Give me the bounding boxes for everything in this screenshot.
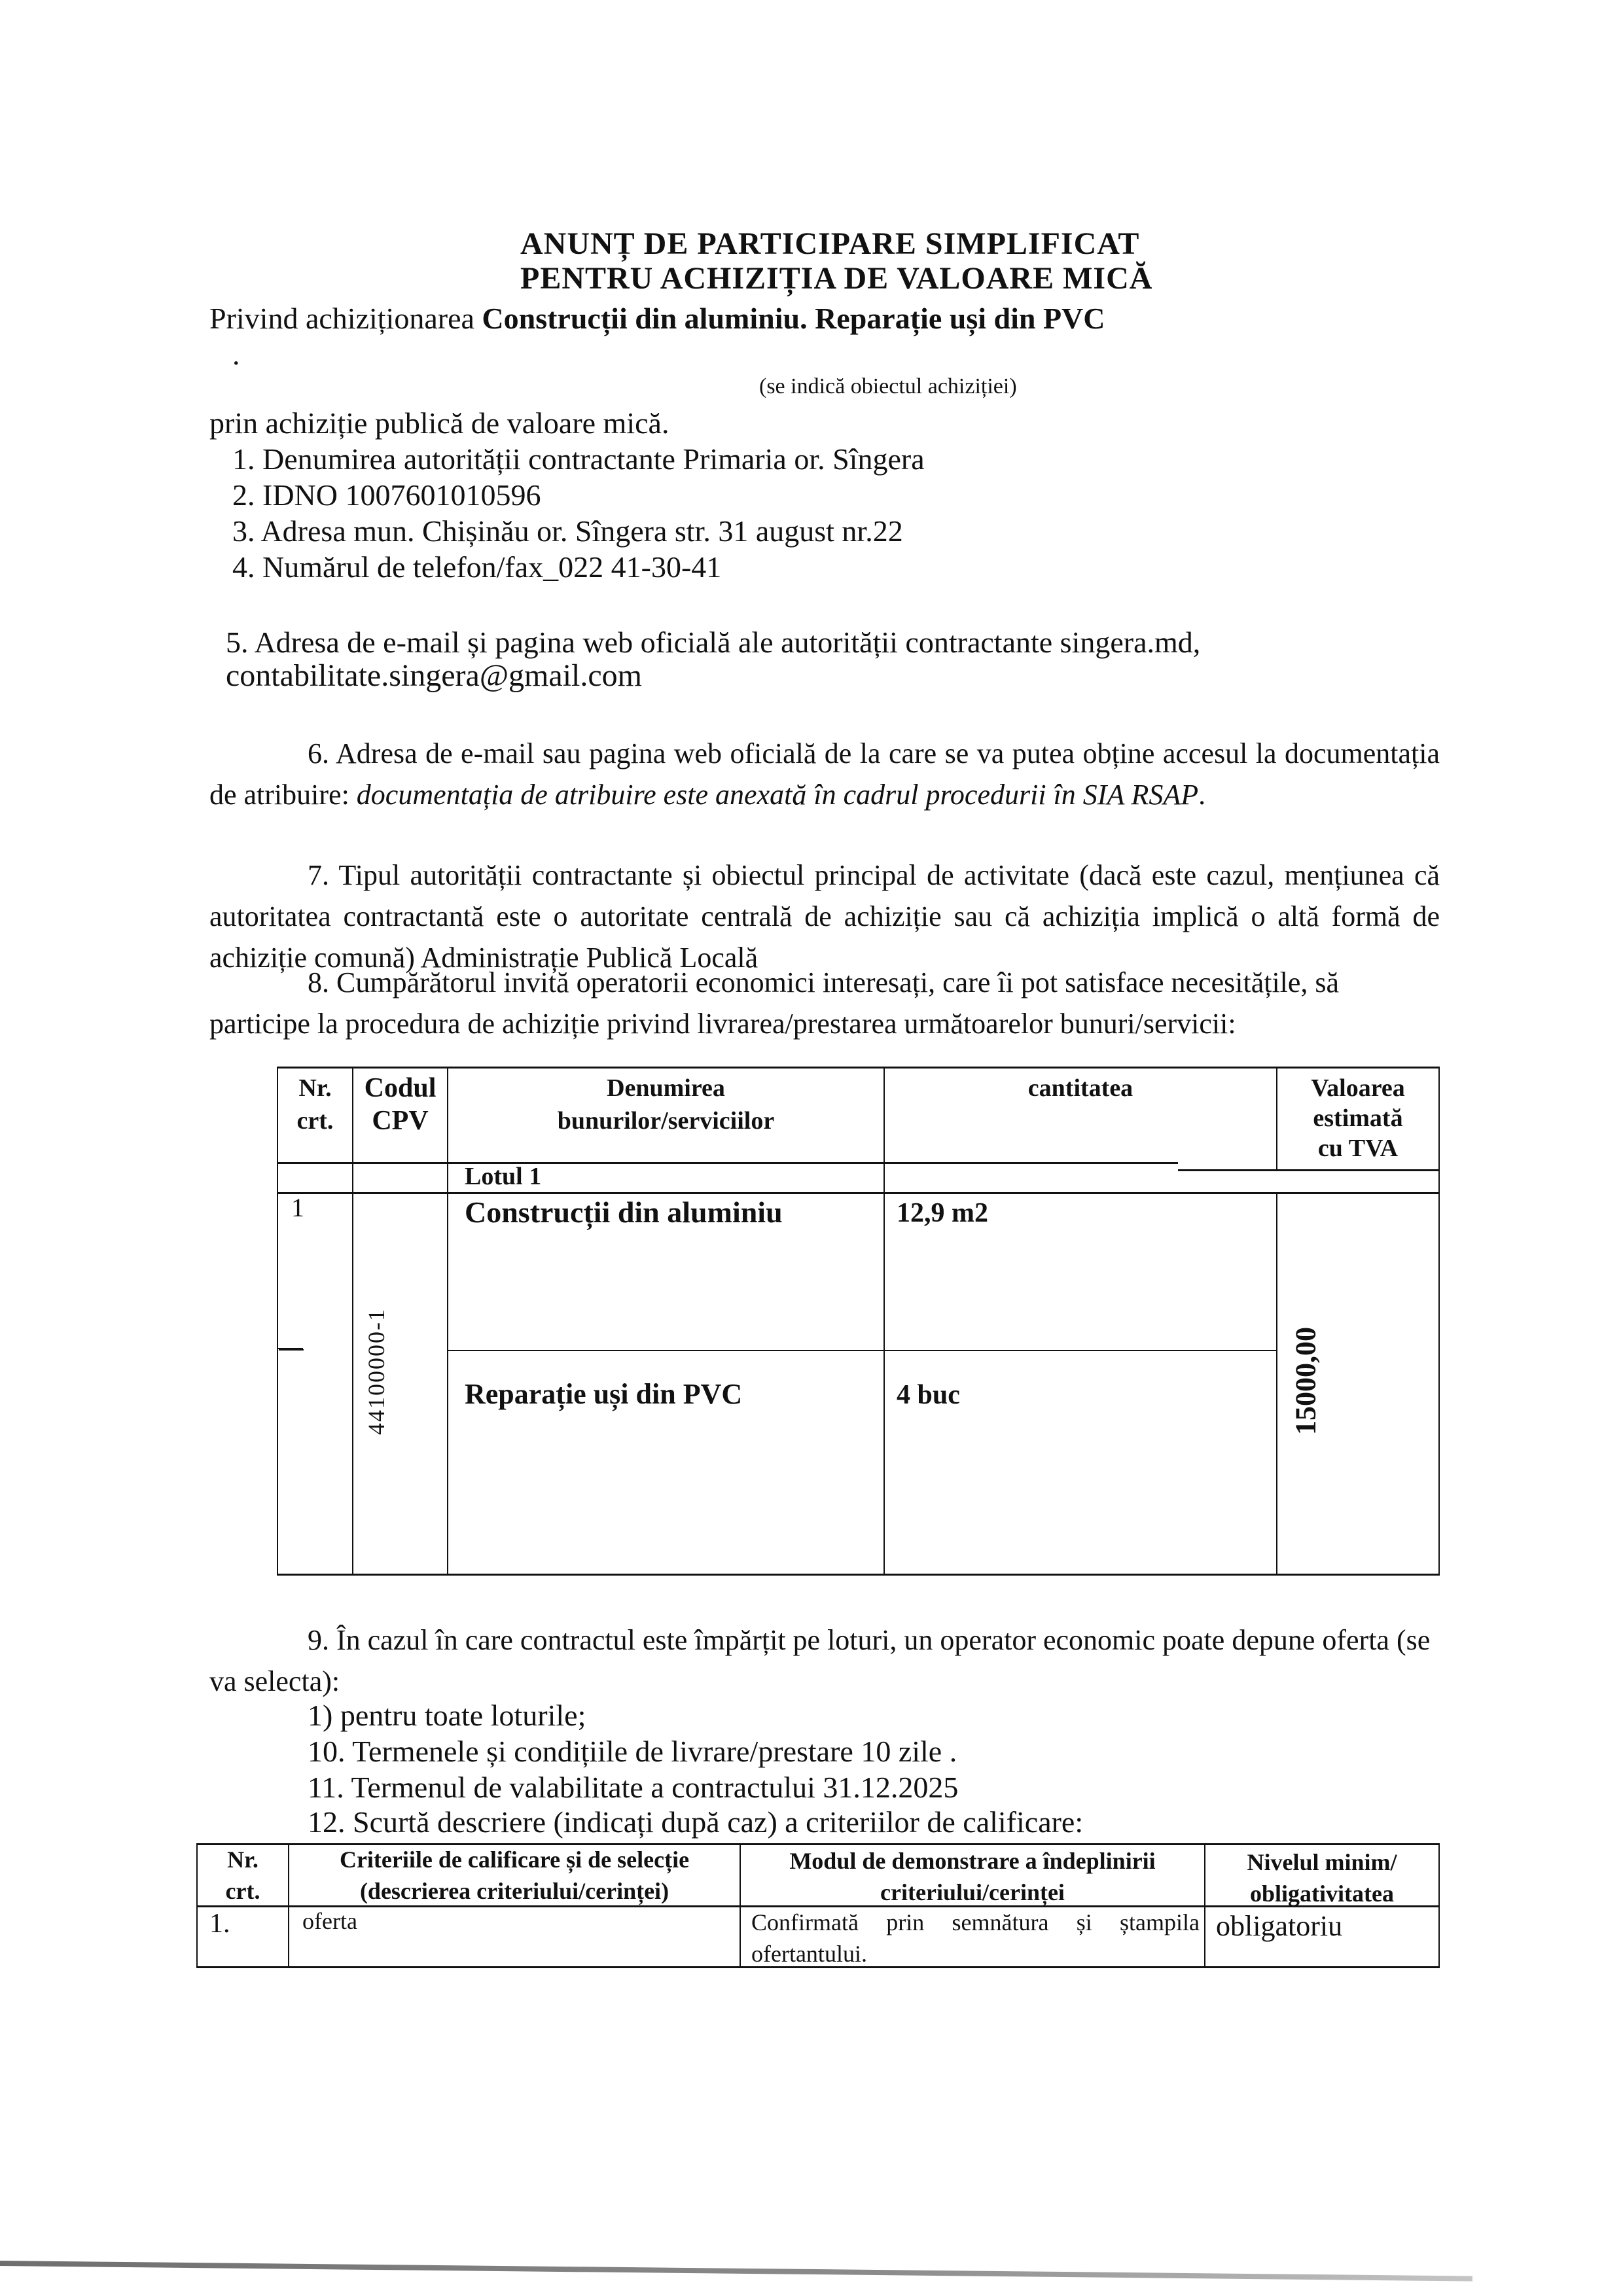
row-2-name: Reparație uși din PVC	[465, 1378, 743, 1410]
criteria-header-criteria-line1: Criteriile de calificare și de selecție	[339, 1846, 690, 1873]
cpv-code: 44100000-1	[363, 1308, 389, 1435]
item-2-idno: 2. IDNO 1007601010596	[232, 478, 541, 512]
item-9-option: 1) pentru toate loturile;	[308, 1699, 586, 1732]
item-10-delivery-terms: 10. Termenele și condițiile de livrare/prestare 10 zile .	[308, 1735, 957, 1768]
item-8-invitation: 8. Cumpărătorul invită operatorii economici interesați, care îi pot satisface necesitățile, să participe la procedura de achiziție privind livrarea/prestarea următoarelor bunuri/servicii:	[209, 966, 1340, 1040]
criteria-header-criteria	[289, 1844, 740, 1907]
header-name-line2: bunurilor/serviciilor	[557, 1107, 775, 1135]
criteria-header-nr-line2: crt.	[225, 1878, 260, 1904]
object-line	[209, 301, 1105, 336]
criteria-row-1-method-line1: Confirmată prin semnătura și ștampila	[751, 1909, 1200, 1935]
criteria-header-level	[1205, 1846, 1438, 1909]
header-cpv-line2: CPV	[372, 1106, 429, 1136]
lot-label: Lotul 1	[465, 1163, 542, 1190]
item-12-criteria-description: 12. Scurtă descriere (indicați după caz) a criteriilor de calificare:	[308, 1805, 1084, 1839]
criteria-row-1-level: obligatoriu	[1216, 1910, 1343, 1942]
item-6-text: 6. Adresa de e-mail sau pagina web oficială de la care se va putea obține accesul la documentația de atribuire:	[209, 737, 1440, 811]
header-cpv-line1: Codul	[364, 1073, 437, 1103]
item-11-contract-validity: 11. Termenul de valabilitate a contractului 31.12.2025	[308, 1771, 959, 1804]
header-nr-line2: crt.	[296, 1107, 334, 1135]
item-3-address: 3. Adresa mun. Chișinău or. Sîngera str. 31 august nr.22	[232, 514, 903, 548]
item-5-email-link[interactable]: contabilitate.singera@gmail.com	[226, 658, 642, 693]
document-title-line1: ANUNȚ DE PARTICIPARE SIMPLIFICAT	[520, 226, 1140, 261]
item-1-authority-name: 1. Denumirea autorității contractante Primaria or. Sîngera	[232, 442, 925, 476]
criteria-row-1-criteria: oferta	[302, 1908, 357, 1934]
procedure-type: prin achiziție publică de valoare mică.	[209, 406, 669, 440]
item-5-email-web: 5. Adresa de e-mail și pagina web oficială ale autorității contractante singera.md,	[226, 626, 1201, 659]
criteria-header-level-line2: obligativitatea	[1250, 1881, 1394, 1907]
row-1-nr: 1	[291, 1193, 304, 1222]
header-quantity: cantitatea	[1027, 1074, 1133, 1102]
object-prefix: Privind achiziționarea	[209, 302, 482, 335]
criteria-header-method-line2: criteriului/cerinței	[880, 1879, 1065, 1905]
criteria-header-method	[741, 1845, 1204, 1908]
header-value	[1277, 1073, 1438, 1163]
item-6-documentation-access	[209, 733, 1440, 815]
estimated-value: 15000,00	[1289, 1327, 1322, 1435]
row-1-name: Construcții din aluminiu	[465, 1195, 783, 1229]
criteria-header-level-line1: Nivelul minim/	[1247, 1849, 1397, 1875]
object-hint: (se indică obiectul achiziției)	[759, 374, 1017, 398]
row-1-quantity: 12,9 m2	[897, 1198, 988, 1228]
row-2-quantity: 4 buc	[897, 1380, 960, 1410]
scan-edge-line	[0, 2261, 1472, 2282]
header-value-line3: cu TVA	[1317, 1135, 1399, 1162]
item-7-authority-type: 7. Tipul autorității contractante și obiectul principal de activitate (dacă este cazul, mențiunea că autoritatea contractantă este o autoritate centrală de achiziție sau că achiziția implică o altă formă de achiziție comună) Administrație Publică Locală	[209, 859, 1440, 974]
criteria-header-nr-line1: Nr.	[227, 1846, 259, 1873]
header-nr-line1: Nr.	[298, 1074, 332, 1102]
criteria-header-method-line1: Modul de demonstrare a îndeplinirii	[789, 1848, 1156, 1874]
criteria-header-nr	[198, 1844, 288, 1907]
item-4-phone: 4. Numărul de telefon/fax_022 41-30-41	[232, 550, 722, 584]
criteria-row-1-method	[751, 1907, 1200, 1969]
document-title-line2: PENTRU ACHIZIȚIA DE VALOARE MICĂ	[520, 261, 1153, 296]
item-6-end: .	[1198, 779, 1206, 811]
criteria-row-1-nr: 1.	[209, 1909, 230, 1939]
criteria-header-criteria-line2: (descrierea criteriului/cerinței)	[359, 1878, 669, 1904]
header-name	[448, 1072, 883, 1137]
header-cpv	[353, 1072, 447, 1137]
stray-dot: .	[232, 338, 240, 371]
item-6-italic: documentația de atribuire este anexată în cadrul procedurii în SIA RSAP	[356, 779, 1199, 811]
item-9-lots: 9. În cazul în care contractul este împărțit pe loturi, un operator economic poate depune oferta (se va selecta):	[209, 1624, 1431, 1697]
header-value-line1: Valoarea	[1311, 1074, 1405, 1102]
header-nr	[278, 1072, 352, 1137]
criteria-row-1-method-line2: ofertantului.	[751, 1941, 867, 1967]
header-name-line1: Denumirea	[607, 1074, 725, 1102]
object-name: Construcții din aluminiu. Reparație uși din PVC	[482, 302, 1105, 335]
header-value-line2: estimată	[1313, 1104, 1403, 1132]
